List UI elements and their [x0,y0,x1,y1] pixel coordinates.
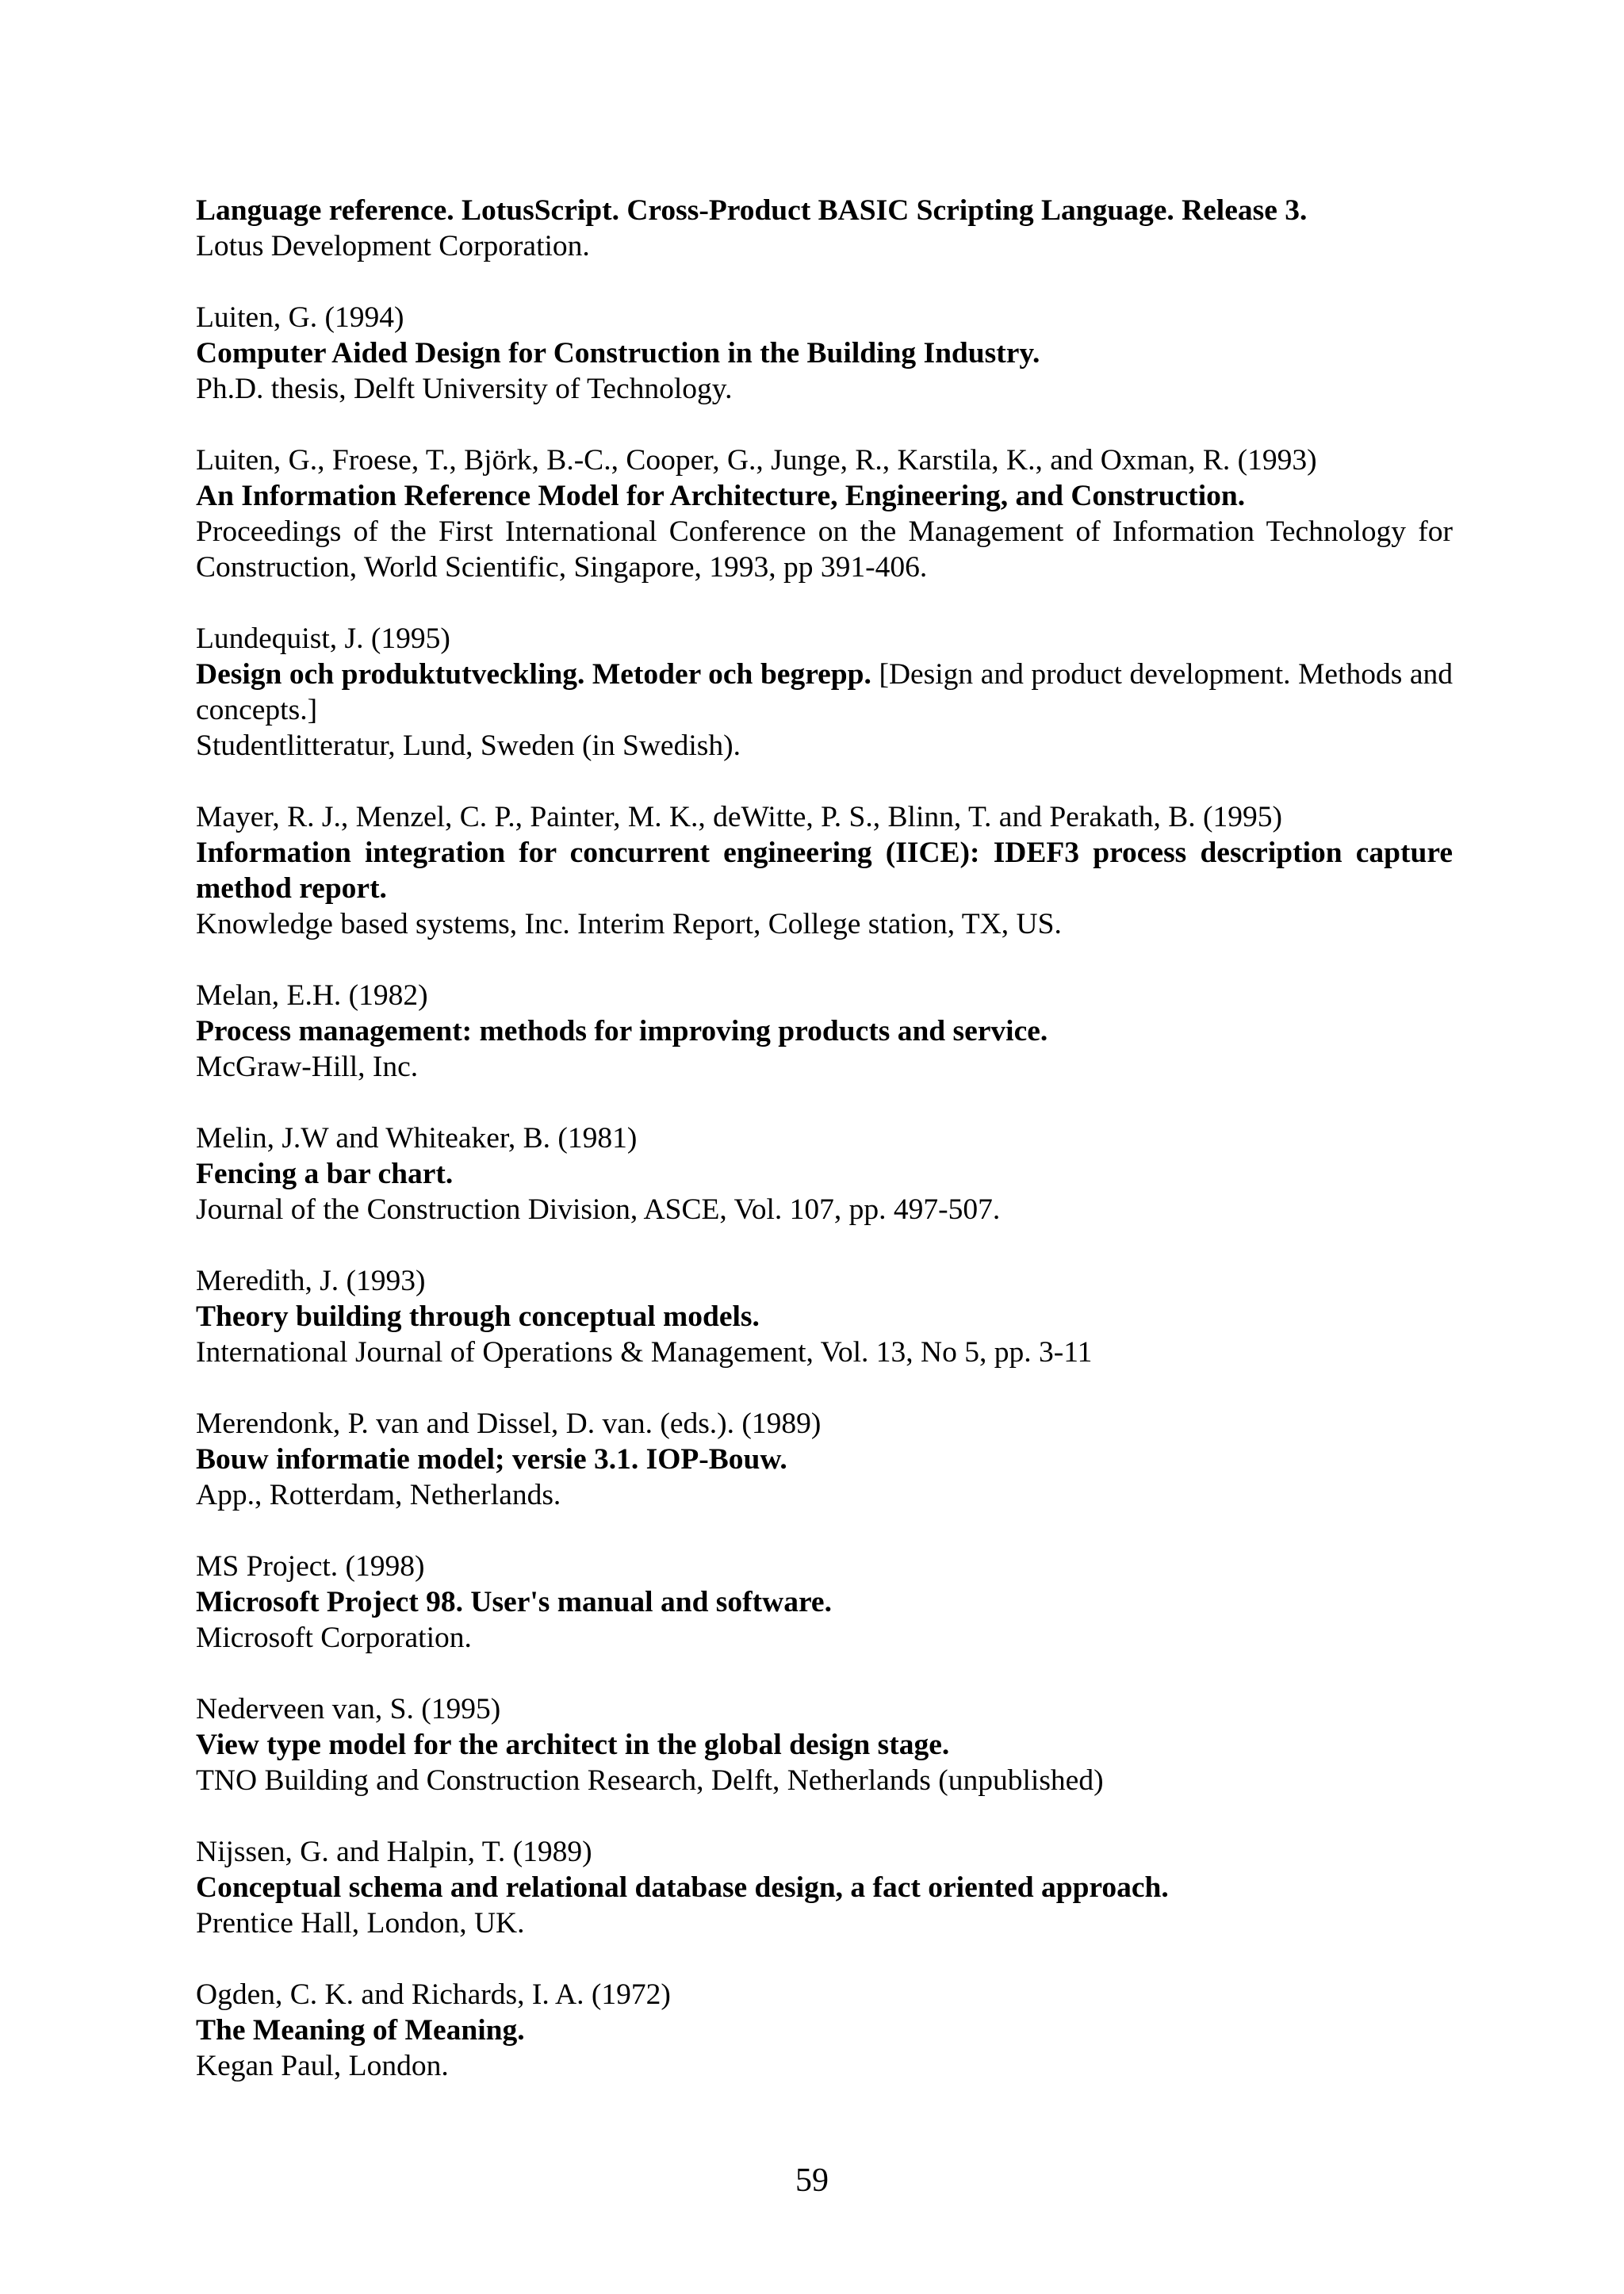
reference-entry [196,442,1453,585]
reference-authors: Nijssen, G. and Halpin, T. (1989) [196,1836,592,1868]
reference-title: Information integration for concurrent engineering (IICE): IDEF3 process description capture method report. [196,837,1453,905]
reference-authors: Melan, E.H. (1982) [196,979,428,1012]
reference-title: Theory building through conceptual models. [196,1300,760,1333]
reference-source: Lotus Development Corporation. [196,230,590,262]
reference-source: TNO Building and Construction Research, Delft, Netherlands (unpublished) [196,1764,1104,1797]
reference-source: Prentice Hall, London, UK. [196,1907,525,1940]
reference-title: Bouw informatie model; versie 3.1. IOP-Bouw. [196,1443,787,1476]
reference-entry [196,621,1453,764]
reference-authors: Merendonk, P. van and Dissel, D. van. (eds.). (1989) [196,1407,822,1440]
reference-translation: [Design and product development. Methods and concepts.] [196,658,1454,726]
reference-title: Computer Aided Design for Construction in the Building Industry. [196,337,1040,370]
reference-entry [196,1263,1453,1370]
reference-authors: Meredith, J. (1993) [196,1265,426,1297]
reference-entry [196,978,1453,1085]
page-number: 59 [795,2162,829,2199]
reference-title: Language reference. LotusScript. Cross-Product BASIC Scripting Language. Release 3. [196,194,1308,227]
reference-entry [196,1406,1453,1513]
reference-entry [196,1691,1453,1798]
reference-source: Journal of the Construction Division, ASCE, Vol. 107, pp. 497-507. [196,1193,1001,1226]
reference-authors: Melin, J.W and Whiteaker, B. (1981) [196,1122,638,1155]
reference-title-with-translation [196,657,1453,728]
reference-source: Ph.D. thesis, Delft University of Technology. [196,373,733,405]
reference-source: Proceedings of the First International Conference on the Management of Information Technology for Construction, World Scientific, Singapore, 1993, pp 391-406. [196,515,1453,584]
reference-authors: Luiten, G., Froese, T., Björk, B.-C., Cooper, G., Junge, R., Karstila, K., and Oxman, R. (1993) [196,444,1317,477]
reference-authors: Nederveen van, S. (1995) [196,1693,501,1725]
reference-entry [196,1977,1453,2084]
reference-list [196,193,1453,2120]
reference-source: International Journal of Operations & Management, Vol. 13, No 5, pp. 3-11 [196,1336,1093,1369]
reference-title: View type model for the architect in the global design stage. [196,1729,950,1761]
reference-title: Conceptual schema and relational database design, a fact oriented approach. [196,1871,1169,1904]
reference-authors: Luiten, G. (1994) [196,301,404,334]
reference-title: Microsoft Project 98. User's manual and software. [196,1586,832,1618]
reference-title: Design och produktutveckling. Metoder och begrepp. [196,658,871,691]
reference-source: McGraw-Hill, Inc. [196,1051,419,1083]
reference-source: Kegan Paul, London. [196,2050,449,2082]
reference-entry [196,300,1453,407]
reference-title: Process management: methods for improving products and service. [196,1015,1048,1047]
reference-source: App., Rotterdam, Netherlands. [196,1479,561,1511]
reference-title: An Information Reference Model for Architecture, Engineering, and Construction. [196,480,1246,512]
reference-authors: Lundequist, J. (1995) [196,622,450,655]
reference-entry [196,1120,1453,1227]
reference-title: The Meaning of Meaning. [196,2014,525,2047]
reference-source: Studentlitteratur, Lund, Sweden (in Swedish). [196,730,741,762]
reference-entry [196,1834,1453,1941]
reference-source: Microsoft Corporation. [196,1622,472,1654]
reference-entry [196,193,1453,264]
reference-authors: Mayer, R. J., Menzel, C. P., Painter, M. K., deWitte, P. S., Blinn, T. and Perakath, B. (1995) [196,801,1283,833]
reference-entry [196,1549,1453,1656]
reference-authors: MS Project. (1998) [196,1550,425,1583]
reference-title: Fencing a bar chart. [196,1158,454,1190]
reference-authors: Ogden, C. K. and Richards, I. A. (1972) [196,1978,671,2011]
reference-source: Knowledge based systems, Inc. Interim Report, College station, TX, US. [196,908,1062,940]
reference-entry [196,799,1453,942]
